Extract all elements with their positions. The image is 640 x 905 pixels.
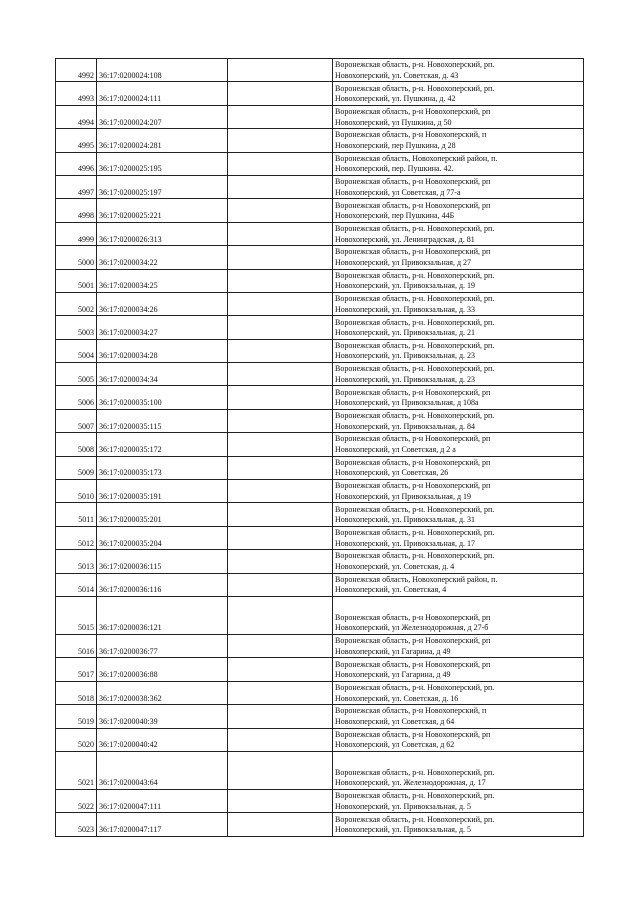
table-row xyxy=(56,751,584,789)
cadastral-number-cell: 36:17:0200034:27 xyxy=(97,316,228,339)
cadastral-number-cell: 36:17:0200034:25 xyxy=(97,269,228,292)
address-line: Воронежская область, р-н. Новохоперский, рп. xyxy=(335,364,495,374)
address-line: Новохоперский, ул Железнодорожная, д 27-б xyxy=(335,623,489,633)
empty-cell xyxy=(228,596,333,634)
row-number-cell: 4992 xyxy=(56,59,97,82)
document-page xyxy=(55,58,584,837)
address-cell xyxy=(333,222,584,245)
address-line: Воронежская область, р-н Новохоперский, рп xyxy=(335,177,491,187)
empty-cell xyxy=(228,550,333,573)
row-number-cell: 5011 xyxy=(56,503,97,526)
address-line: Новохоперский, пер. Пушкина. 42. xyxy=(335,164,454,174)
table-row xyxy=(56,386,584,409)
empty-cell xyxy=(228,175,333,198)
empty-cell xyxy=(228,316,333,339)
empty-cell xyxy=(228,152,333,175)
empty-cell xyxy=(228,339,333,362)
address-line: Воронежская область, р-н Новохоперский, рп xyxy=(335,200,491,210)
cadastral-number-cell: 36:17:0200025:221 xyxy=(97,199,228,222)
property-register-table xyxy=(55,58,584,837)
table-row xyxy=(56,433,584,456)
cadastral-number-cell: 36:17:0200034:26 xyxy=(97,292,228,315)
address-line: Новохоперский, ул. Привокзальная, д. 33 xyxy=(335,304,476,314)
table-body xyxy=(56,59,584,837)
address-line: Новохоперский, ул. Советская, д. 4 xyxy=(335,562,455,571)
table-row xyxy=(56,82,584,105)
row-number-cell: 5022 xyxy=(56,789,97,812)
address-line: Новохоперский, ул. Железнодорожная, д. 17 xyxy=(335,778,486,788)
address-line: Воронежская область, р-н Новохоперский, рп xyxy=(335,636,491,646)
row-number-cell: 5002 xyxy=(56,292,97,315)
row-number-cell: 4993 xyxy=(56,82,97,105)
address-cell xyxy=(333,409,584,432)
address-line: Воронежская область, р-н Новохоперский, п xyxy=(335,706,487,716)
address-cell xyxy=(333,246,584,269)
empty-cell xyxy=(228,681,333,704)
table-row xyxy=(56,316,584,339)
empty-cell xyxy=(228,105,333,128)
address-line: Воронежская область, р-н Новохоперский, рп xyxy=(335,106,491,116)
table-row xyxy=(56,246,584,269)
address-cell xyxy=(333,751,584,789)
table-row xyxy=(56,409,584,432)
empty-cell xyxy=(228,658,333,681)
row-number-cell: 5016 xyxy=(56,634,97,657)
address-line: Воронежская область, р-н. Новохоперский, рп. xyxy=(335,682,495,692)
table-row xyxy=(56,728,584,751)
empty-cell xyxy=(228,292,333,315)
address-cell xyxy=(333,456,584,479)
address-line: Новохоперский, ул Гагарина, д 49 xyxy=(335,670,451,680)
table-row xyxy=(56,480,584,503)
row-number-cell: 4995 xyxy=(56,129,97,152)
address-line: Новохоперский, ул. Советская, д. 43 xyxy=(335,70,459,80)
cadastral-number-cell: 36:17:0200036:116 xyxy=(97,573,228,596)
address-cell xyxy=(333,292,584,315)
address-line: Новохоперский, ул. Привокзальная, д. 5 xyxy=(335,825,472,835)
empty-cell xyxy=(228,199,333,222)
empty-cell xyxy=(228,573,333,596)
address-cell xyxy=(333,152,584,175)
address-cell xyxy=(333,105,584,128)
cadastral-number-cell: 36:17:0200024:111 xyxy=(97,82,228,105)
row-number-cell: 5009 xyxy=(56,456,97,479)
row-number-cell: 5007 xyxy=(56,409,97,432)
address-line: Воронежская область, р-н Новохоперский, рп xyxy=(335,659,491,669)
address-line: Воронежская область, р-н Новохоперский, рп xyxy=(335,387,491,397)
address-cell xyxy=(333,386,584,409)
address-cell xyxy=(333,658,584,681)
address-line: Воронежская область, р-н Новохоперский, рп xyxy=(335,247,491,257)
row-number-cell: 5012 xyxy=(56,526,97,549)
cadastral-number-cell: 36:17:0200025:195 xyxy=(97,152,228,175)
cadastral-number-cell: 36:17:0200035:172 xyxy=(97,433,228,456)
address-line: Новохоперский, ул. Привокзальная, д. 21 xyxy=(335,328,476,338)
empty-cell xyxy=(228,82,333,105)
address-cell xyxy=(333,681,584,704)
row-number-cell: 5015 xyxy=(56,596,97,634)
empty-cell xyxy=(228,503,333,526)
address-line: Новохоперский, ул Привокзальная, д 27 xyxy=(335,257,472,267)
address-cell xyxy=(333,634,584,657)
address-line: Воронежская область, р-н Новохоперский, рп xyxy=(335,729,491,739)
table-row xyxy=(56,269,584,292)
row-number-cell: 5013 xyxy=(56,550,97,573)
address-cell xyxy=(333,573,584,596)
address-cell xyxy=(333,269,584,292)
address-line: Воронежская область, р-н. Новохоперский, рп. xyxy=(335,294,495,304)
empty-cell xyxy=(228,728,333,751)
row-number-cell: 5017 xyxy=(56,658,97,681)
address-line: Новохоперский, ул Гагарина, д 49 xyxy=(335,646,451,656)
address-cell xyxy=(333,59,584,82)
cadastral-number-cell: 36:17:0200034:22 xyxy=(97,246,228,269)
address-cell xyxy=(333,339,584,362)
address-line: Воронежская область, Новохоперский район, п. xyxy=(335,574,498,584)
address-line: Новохоперский, ул. Привокзальная, д. 23 xyxy=(335,351,476,361)
address-line: Воронежская область, р-н. Новохоперский, рп. xyxy=(335,317,495,327)
empty-cell xyxy=(228,634,333,657)
cadastral-number-cell: 36:17:0200024:108 xyxy=(97,59,228,82)
table-row xyxy=(56,199,584,222)
cadastral-number-cell: 36:17:0200035:173 xyxy=(97,456,228,479)
address-line: Воронежская область, р-н. Новохоперский, рп. xyxy=(335,504,495,514)
cadastral-number-cell: 36:17:0200040:39 xyxy=(97,705,228,728)
address-line: Новохоперский, ул Привокзальная, д 19 xyxy=(335,491,472,501)
cadastral-number-cell: 36:17:0200047:111 xyxy=(97,789,228,812)
address-line: Новохоперский, пер Пушкина, д 28 xyxy=(335,140,456,150)
address-line: Воронежская область, р-н. Новохоперский, рп. xyxy=(335,270,495,280)
address-line: Новохоперский, ул. Привокзальная, д. 5 xyxy=(335,801,472,811)
row-number-cell: 4996 xyxy=(56,152,97,175)
row-number-cell: 5001 xyxy=(56,269,97,292)
address-cell xyxy=(333,596,584,634)
address-line: Воронежская область, р-н. Новохоперский, рп. xyxy=(335,528,495,538)
address-line: Новохоперский, ул. Пушкина, д. 42 xyxy=(335,94,456,104)
row-number-cell: 4998 xyxy=(56,199,97,222)
row-number-cell: 5021 xyxy=(56,751,97,789)
row-number-cell: 5014 xyxy=(56,573,97,596)
address-line: Воронежская область, р-н. Новохоперский, рп. xyxy=(335,83,495,93)
address-line: Воронежская область, р-н. Новохоперский, рп. xyxy=(335,340,495,350)
address-line: Воронежская область, р-н. Новохоперский, рп. xyxy=(335,814,495,824)
table-row xyxy=(56,59,584,82)
address-cell xyxy=(333,526,584,549)
table-row xyxy=(56,550,584,573)
cadastral-number-cell: 36:17:0200026:313 xyxy=(97,222,228,245)
address-line: Воронежская область, р-н Новохоперский, п xyxy=(335,130,487,140)
empty-cell xyxy=(228,246,333,269)
empty-cell xyxy=(228,813,333,836)
table-row xyxy=(56,152,584,175)
cadastral-number-cell: 36:17:0200035:100 xyxy=(97,386,228,409)
address-cell xyxy=(333,813,584,836)
table-row xyxy=(56,503,584,526)
address-line: Новохоперский, ул Советская, д 62 xyxy=(335,740,455,750)
table-row xyxy=(56,813,584,836)
address-line: Воронежская область, р-н. Новохоперский, рп. xyxy=(335,767,495,777)
row-number-cell: 5008 xyxy=(56,433,97,456)
address-cell xyxy=(333,789,584,812)
address-line: Воронежская область, р-н. Новохоперский, рп. xyxy=(335,791,495,801)
address-line: Новохоперский, ул Советская, д 64 xyxy=(335,716,455,726)
table-row xyxy=(56,681,584,704)
address-line: Воронежская область, р-н Новохоперский, рп xyxy=(335,612,491,622)
address-line: Новохоперский, ул Советская, д 2 а xyxy=(335,445,456,455)
address-cell xyxy=(333,175,584,198)
row-number-cell: 5000 xyxy=(56,246,97,269)
address-line: Воронежская область, р-н. Новохоперский, рп. xyxy=(335,411,495,421)
empty-cell xyxy=(228,705,333,728)
table-row xyxy=(56,705,584,728)
cadastral-number-cell: 36:17:0200034:34 xyxy=(97,363,228,386)
row-number-cell: 4997 xyxy=(56,175,97,198)
table-row xyxy=(56,526,584,549)
row-number-cell: 5004 xyxy=(56,339,97,362)
row-number-cell: 5018 xyxy=(56,681,97,704)
address-line: Новохоперский, ул. Привокзальная, д. 84 xyxy=(335,421,476,431)
empty-cell xyxy=(228,222,333,245)
address-line: Воронежская область, р-н Новохоперский, рп xyxy=(335,434,491,444)
cadastral-number-cell: 36:17:0200036:121 xyxy=(97,596,228,634)
empty-cell xyxy=(228,433,333,456)
cadastral-number-cell: 36:17:0200034:28 xyxy=(97,339,228,362)
address-cell xyxy=(333,728,584,751)
address-line: Новохоперский, ул Пушкина, д 50 xyxy=(335,117,452,127)
row-number-cell: 5005 xyxy=(56,363,97,386)
address-line: Новохоперский, ул. Привокзальная, д. 19 xyxy=(335,281,476,291)
address-cell xyxy=(333,705,584,728)
address-cell xyxy=(333,550,584,573)
row-number-cell: 5010 xyxy=(56,480,97,503)
table-row xyxy=(56,363,584,386)
cadastral-number-cell: 36:17:0200035:191 xyxy=(97,480,228,503)
table-row xyxy=(56,596,584,634)
address-cell xyxy=(333,129,584,152)
address-line: Новохоперский, пер Пушкина, 44Б xyxy=(335,211,455,221)
empty-cell xyxy=(228,269,333,292)
table-row xyxy=(56,105,584,128)
address-line: Новохоперский, ул Советская, д 77-а xyxy=(335,187,461,197)
table-row xyxy=(56,573,584,596)
address-cell xyxy=(333,503,584,526)
empty-cell xyxy=(228,363,333,386)
cadastral-number-cell: 36:17:0200036:115 xyxy=(97,550,228,573)
cadastral-number-cell: 36:17:0200043:64 xyxy=(97,751,228,789)
row-number-cell: 5019 xyxy=(56,705,97,728)
address-line: Новохоперский, ул. Советская, 4 xyxy=(335,585,447,595)
empty-cell xyxy=(228,526,333,549)
table-row xyxy=(56,222,584,245)
address-line: Новохоперский, ул. Привокзальная, д. 31 xyxy=(335,515,476,525)
table-row xyxy=(56,789,584,812)
cadastral-number-cell: 36:17:0200024:207 xyxy=(97,105,228,128)
address-line: Новохоперский, ул. Советская, д. 16 xyxy=(335,693,459,703)
row-number-cell: 4999 xyxy=(56,222,97,245)
cadastral-number-cell: 36:17:0200024:281 xyxy=(97,129,228,152)
cadastral-number-cell: 36:17:0200047:117 xyxy=(97,813,228,836)
address-line: Новохоперский, ул. Ленинградская, д. 81 xyxy=(335,234,475,244)
table-row xyxy=(56,456,584,479)
address-line: Воронежская область, р-н. Новохоперский, рп. xyxy=(335,551,495,561)
table-row xyxy=(56,292,584,315)
address-line: Воронежская область, р-н. Новохоперский, рп. xyxy=(335,223,495,233)
cadastral-number-cell: 36:17:0200040:42 xyxy=(97,728,228,751)
address-line: Новохоперский, ул Советская, 26 xyxy=(335,468,449,478)
address-cell xyxy=(333,199,584,222)
address-cell xyxy=(333,433,584,456)
cadastral-number-cell: 36:17:0200035:115 xyxy=(97,409,228,432)
cadastral-number-cell: 36:17:0200025:197 xyxy=(97,175,228,198)
cadastral-number-cell: 36:17:0200036:88 xyxy=(97,658,228,681)
row-number-cell: 5006 xyxy=(56,386,97,409)
address-cell xyxy=(333,480,584,503)
empty-cell xyxy=(228,129,333,152)
cadastral-number-cell: 36:17:0200035:201 xyxy=(97,503,228,526)
table-row xyxy=(56,129,584,152)
address-cell xyxy=(333,316,584,339)
address-line: Новохоперский, ул. Привокзальная, д. 17 xyxy=(335,538,476,548)
empty-cell xyxy=(228,480,333,503)
address-cell xyxy=(333,363,584,386)
empty-cell xyxy=(228,456,333,479)
table-row xyxy=(56,175,584,198)
table-row xyxy=(56,339,584,362)
empty-cell xyxy=(228,59,333,82)
address-line: Воронежская область, р-н. Новохоперский, рп. xyxy=(335,60,495,70)
empty-cell xyxy=(228,386,333,409)
table-row xyxy=(56,658,584,681)
address-line: Новохоперский, ул Привокзальная, д 108а xyxy=(335,398,479,408)
address-line: Воронежская область, Новохоперский район, п. xyxy=(335,153,498,163)
empty-cell xyxy=(228,789,333,812)
address-line: Новохоперский, ул. Привокзальная, д. 23 xyxy=(335,374,476,384)
table-row xyxy=(56,634,584,657)
empty-cell xyxy=(228,409,333,432)
row-number-cell: 5003 xyxy=(56,316,97,339)
row-number-cell: 5023 xyxy=(56,813,97,836)
address-cell xyxy=(333,82,584,105)
address-line: Воронежская область, р-н Новохоперский, рп xyxy=(335,457,491,467)
empty-cell xyxy=(228,751,333,789)
row-number-cell: 5020 xyxy=(56,728,97,751)
row-number-cell: 4994 xyxy=(56,105,97,128)
address-line: Воронежская область, р-н Новохоперский, рп xyxy=(335,481,491,491)
cadastral-number-cell: 36:17:0200035:204 xyxy=(97,526,228,549)
cadastral-number-cell: 36:17:0200038:362 xyxy=(97,681,228,704)
cadastral-number-cell: 36:17:0200036:77 xyxy=(97,634,228,657)
